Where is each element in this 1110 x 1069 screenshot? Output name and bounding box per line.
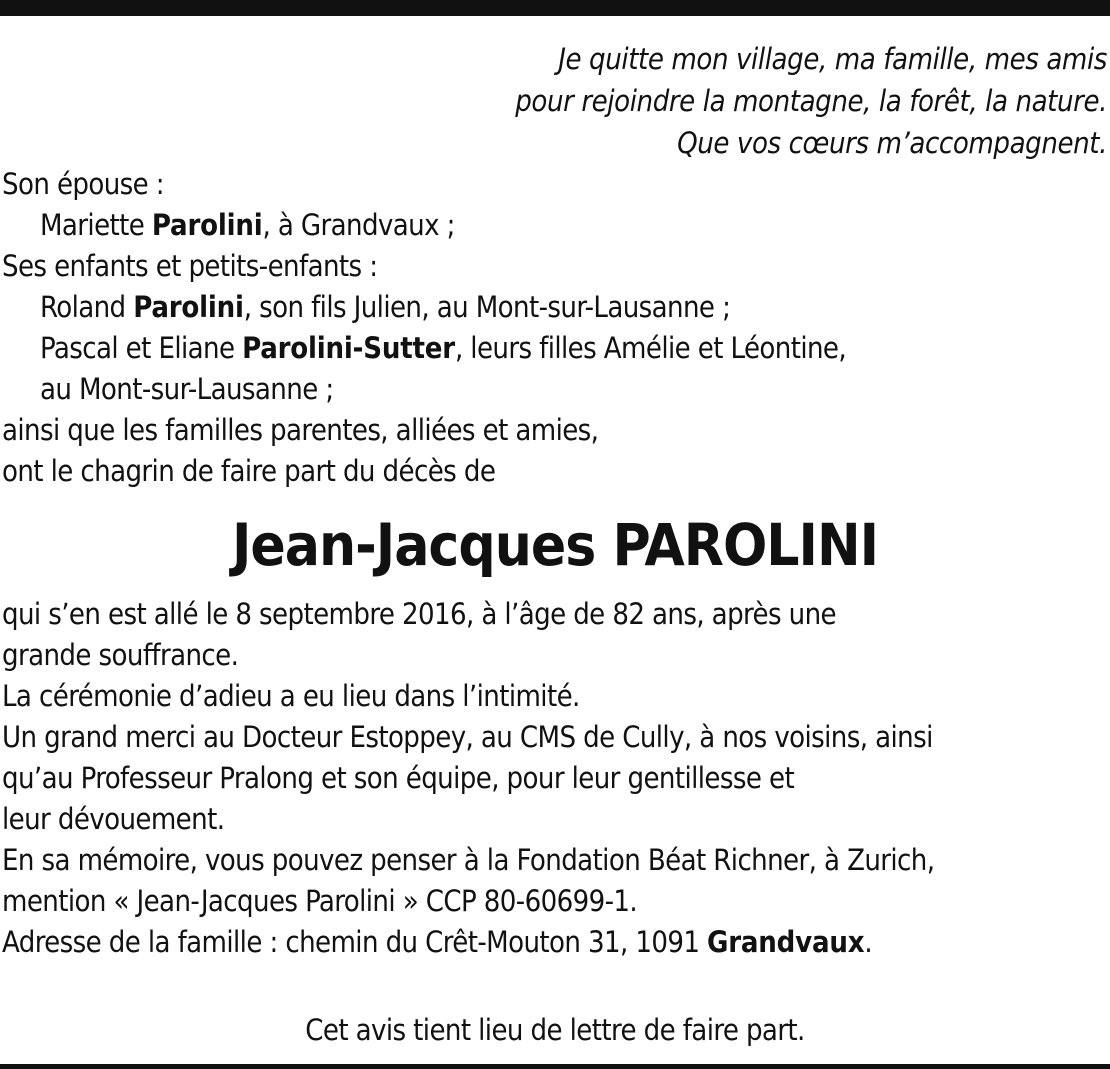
announcement-line: ont le chagrin de faire part du décès de	[2, 454, 496, 488]
spouse-first-name: Mariette	[40, 208, 152, 242]
address-suffix: .	[864, 925, 873, 959]
body-line: La cérémonie d’adieu a eu lieu dans l’intimité.	[2, 679, 580, 713]
spouse-entry	[2, 205, 846, 246]
address-prefix: Adresse de la famille : chemin du Crêt-Mouton 31, 1091	[2, 925, 708, 959]
deceased-name: Jean-Jacques PAROLINI	[231, 511, 879, 579]
poem-line: Que vos cœurs m’accompagnent.	[677, 126, 1107, 160]
child-entry-2-continued: au Mont-sur-Lausanne ;	[40, 372, 334, 406]
child-entry-2	[2, 328, 846, 369]
spouse-location: , à Grandvaux ;	[262, 208, 455, 242]
bottom-border-rule	[0, 1064, 1110, 1069]
body-line: leur dévouement.	[2, 802, 225, 836]
spouse-surname: Parolini	[151, 208, 263, 242]
relatives-line: ainsi que les familles parentes, alliées et amies,	[2, 413, 599, 447]
epigraph-poem	[515, 38, 1107, 164]
child2-details: , leurs filles Amélie et Léontine,	[454, 331, 847, 365]
child1-first-name: Roland	[40, 290, 134, 324]
child1-details: , son fils Julien, au Mont-sur-Lausanne ;	[243, 290, 731, 324]
top-border-rule	[0, 0, 1110, 16]
child-entry-1	[2, 287, 846, 328]
body-line: qui s’en est allé le 8 septembre 2016, à l’âge de 82 ans, après une	[2, 597, 836, 631]
poem-line: pour rejoindre la montagne, la forêt, la nature.	[515, 84, 1107, 118]
children-heading: Ses enfants et petits-enfants :	[2, 249, 378, 283]
body-line: qu’au Professeur Pralong et son équipe, pour leur gentillesse et	[2, 761, 795, 795]
child1-surname: Parolini	[133, 290, 244, 324]
body-line: En sa mémoire, vous pouvez penser à la Fondation Béat Richner, à Zurich,	[2, 843, 935, 877]
body-line: Un grand merci au Docteur Estoppey, au CMS de Cully, à nos voisins, ainsi	[2, 720, 933, 754]
closing-note: Cet avis tient lieu de lettre de faire part.	[305, 1013, 805, 1047]
child2-surname: Parolini-Sutter	[242, 331, 455, 365]
notice-body	[2, 594, 1108, 963]
family-address	[2, 922, 1108, 963]
family-list	[2, 164, 846, 492]
spouse-heading: Son épouse :	[2, 167, 164, 201]
address-town: Grandvaux	[707, 925, 865, 959]
body-line: grande souffrance.	[2, 638, 239, 672]
poem-line: Je quitte mon village, ma famille, mes amis	[558, 42, 1107, 76]
child2-first-names: Pascal et Eliane	[40, 331, 243, 365]
body-line: mention « Jean-Jacques Parolini » CCP 80-60699-1.	[2, 884, 638, 918]
